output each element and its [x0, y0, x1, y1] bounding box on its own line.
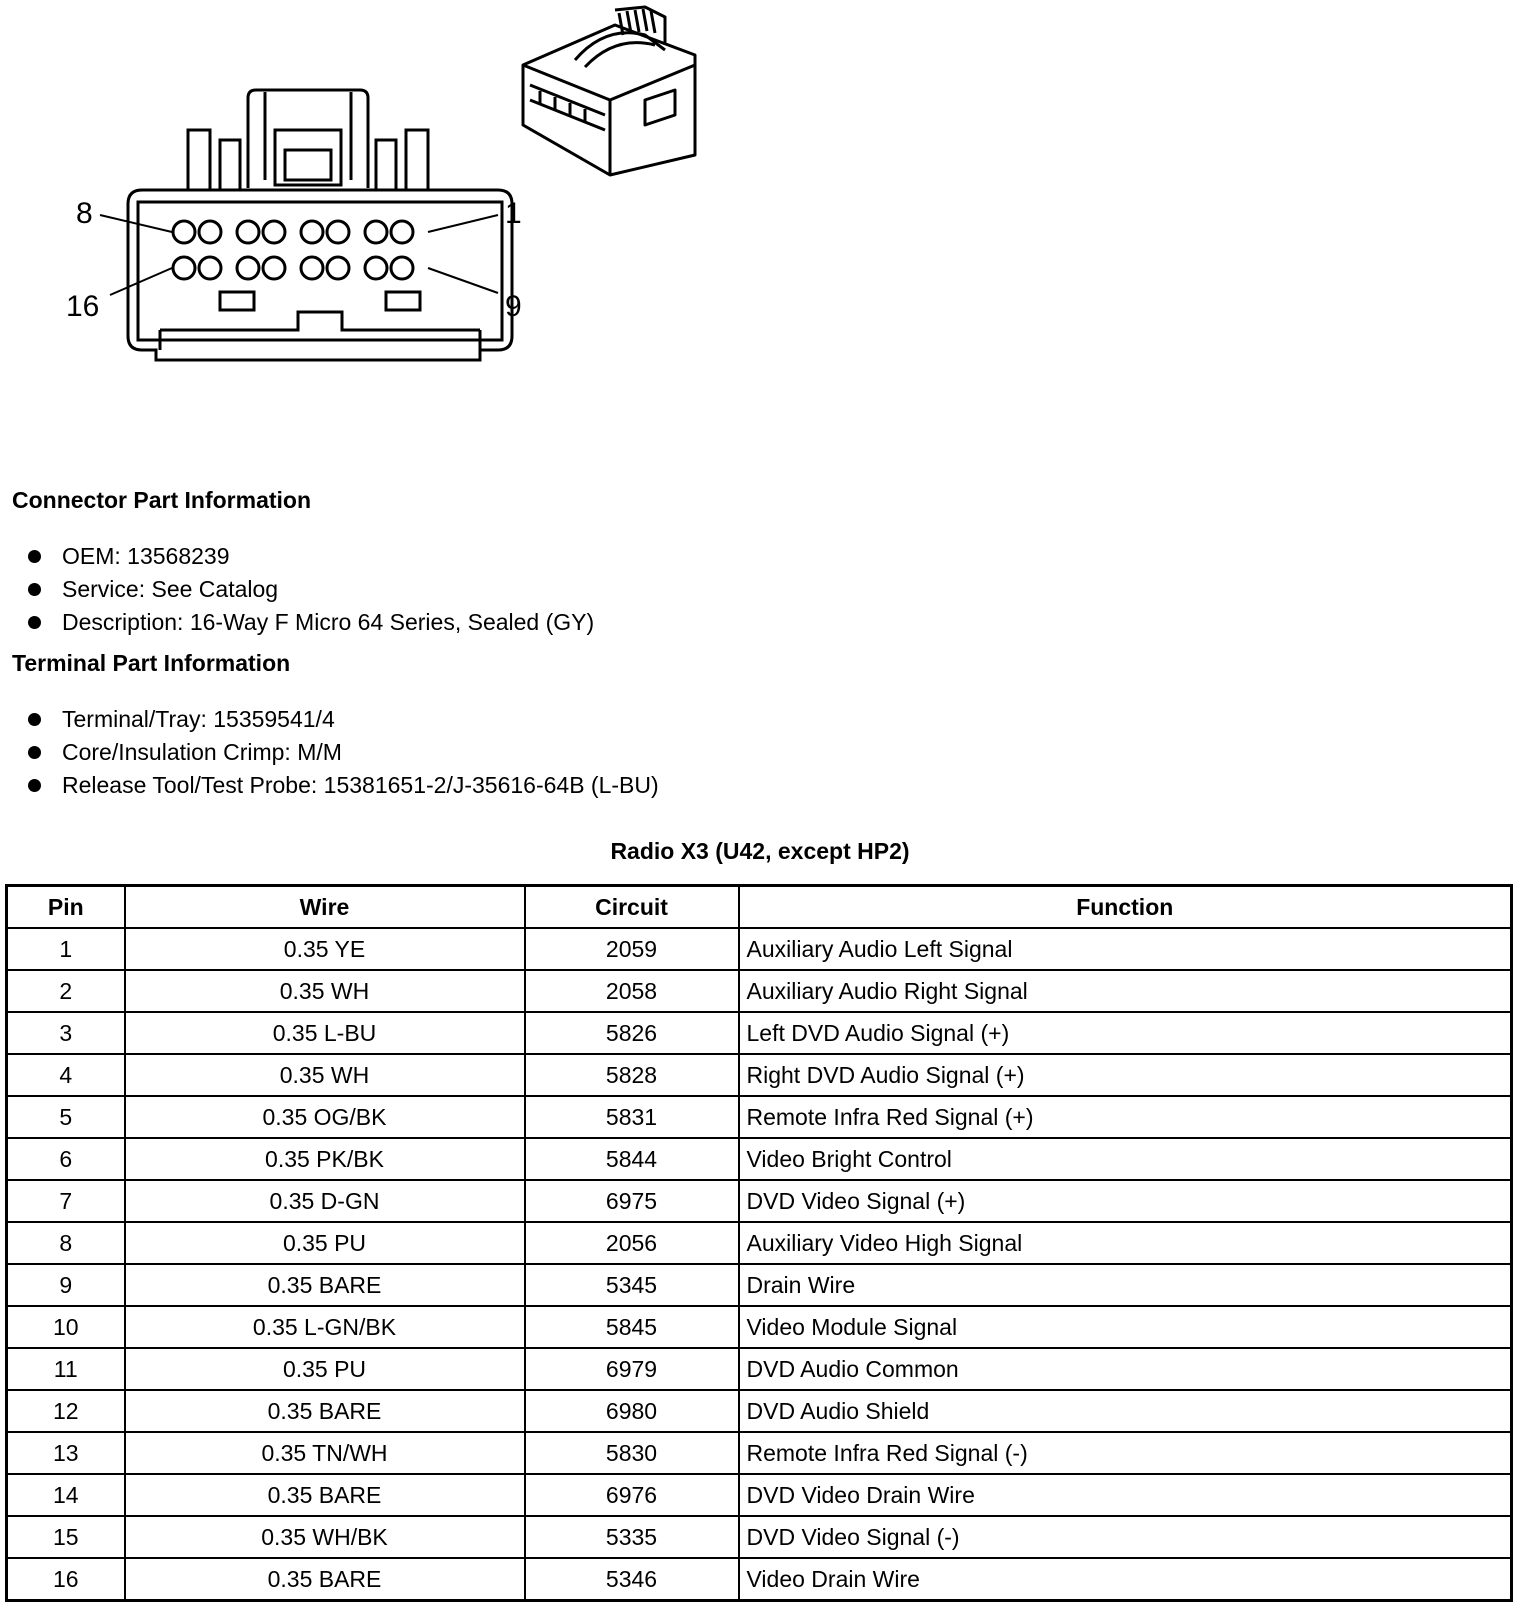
function-cell: DVD Video Signal (-): [739, 1516, 1512, 1558]
list-item: Release Tool/Test Probe: 15381651-2/J-35616-64B (L-BU): [28, 769, 659, 802]
table-row: [7, 1222, 1512, 1264]
table-row: [7, 1432, 1512, 1474]
wire-cell: 0.35 PU: [125, 1222, 525, 1264]
circuit-cell: 5828: [525, 1054, 739, 1096]
wire-cell: 0.35 BARE: [125, 1474, 525, 1516]
terminal-cavity: [327, 221, 349, 243]
table-row: [7, 1264, 1512, 1306]
function-cell: DVD Audio Common: [739, 1348, 1512, 1390]
terminal-part-list: [28, 703, 659, 802]
table-row: [7, 1138, 1512, 1180]
terminal-part-heading: Terminal Part Information: [12, 650, 291, 676]
connector-face-diagram: [60, 80, 580, 380]
function-cell: Remote Infra Red Signal (+): [739, 1096, 1512, 1138]
wire-cell: 0.35 TN/WH: [125, 1432, 525, 1474]
pin-cell: 2: [7, 970, 125, 1012]
wire-cell: 0.35 WH: [125, 970, 525, 1012]
table-title: Radio X3 (U42, except HP2): [610, 838, 910, 864]
function-cell: Auxiliary Audio Left Signal: [739, 928, 1512, 970]
terminal-cavity: [263, 257, 285, 279]
pin-cell: 16: [7, 1558, 125, 1601]
wire-cell: 0.35 BARE: [125, 1390, 525, 1432]
pin-callout-8: 8: [76, 197, 93, 230]
pin-cell: 7: [7, 1180, 125, 1222]
table-row: [7, 970, 1512, 1012]
wire-cell: 0.35 OG/BK: [125, 1096, 525, 1138]
pin-cell: 15: [7, 1516, 125, 1558]
table-header-row: [7, 886, 1512, 929]
terminal-cavity: [301, 257, 323, 279]
terminal-cavity: [199, 221, 221, 243]
function-cell: Drain Wire: [739, 1264, 1512, 1306]
pin-cell: 9: [7, 1264, 125, 1306]
pin-cell: 13: [7, 1432, 125, 1474]
circuit-cell: 5831: [525, 1096, 739, 1138]
table-row: [7, 1306, 1512, 1348]
circuit-cell: 5335: [525, 1516, 739, 1558]
function-cell: Remote Infra Red Signal (-): [739, 1432, 1512, 1474]
list-item: Description: 16-Way F Micro 64 Series, Sealed (GY): [28, 606, 594, 639]
table-row: [7, 1096, 1512, 1138]
terminal-cavity: [365, 221, 387, 243]
terminal-cavity: [173, 257, 195, 279]
wire-cell: 0.35 PK/BK: [125, 1138, 525, 1180]
circuit-cell: 6975: [525, 1180, 739, 1222]
terminal-cavity: [237, 221, 259, 243]
pin-cell: 6: [7, 1138, 125, 1180]
function-cell: Video Bright Control: [739, 1138, 1512, 1180]
pin-callout-9: 9: [505, 290, 522, 323]
circuit-cell: 5844: [525, 1138, 739, 1180]
circuit-cell: 6979: [525, 1348, 739, 1390]
pin-callout-1: 1: [505, 197, 522, 230]
column-header-circuit: Circuit: [525, 886, 739, 929]
pin-cell: 10: [7, 1306, 125, 1348]
pin-cell: 8: [7, 1222, 125, 1264]
pin-cell: 14: [7, 1474, 125, 1516]
pin-cell: 3: [7, 1012, 125, 1054]
function-cell: Auxiliary Video High Signal: [739, 1222, 1512, 1264]
terminal-cavity: [263, 221, 285, 243]
wire-cell: 0.35 BARE: [125, 1558, 525, 1601]
wire-cell: 0.35 PU: [125, 1348, 525, 1390]
pin-cell: 4: [7, 1054, 125, 1096]
circuit-cell: 2058: [525, 970, 739, 1012]
wire-cell: 0.35 D-GN: [125, 1180, 525, 1222]
terminal-cavity: [237, 257, 259, 279]
pin-cell: 1: [7, 928, 125, 970]
function-cell: Video Drain Wire: [739, 1558, 1512, 1601]
wire-cell: 0.35 BARE: [125, 1264, 525, 1306]
table-row: [7, 1516, 1512, 1558]
terminal-cavity: [327, 257, 349, 279]
table-row: [7, 1348, 1512, 1390]
terminal-cavity: [365, 257, 387, 279]
circuit-cell: 5845: [525, 1306, 739, 1348]
terminal-cavity: [391, 221, 413, 243]
table-row: [7, 928, 1512, 970]
wire-cell: 0.35 L-BU: [125, 1012, 525, 1054]
circuit-cell: 5830: [525, 1432, 739, 1474]
terminal-cavity: [199, 257, 221, 279]
pin-cell: 12: [7, 1390, 125, 1432]
pinout-table: [5, 884, 1513, 1602]
table-row: [7, 1180, 1512, 1222]
connector-isometric-illustration: [515, 5, 735, 180]
table-row: [7, 1390, 1512, 1432]
column-header-function: Function: [739, 886, 1512, 929]
column-header-wire: Wire: [125, 886, 525, 929]
function-cell: DVD Video Signal (+): [739, 1180, 1512, 1222]
circuit-cell: 6980: [525, 1390, 739, 1432]
list-item: Service: See Catalog: [28, 573, 594, 606]
function-cell: DVD Video Drain Wire: [739, 1474, 1512, 1516]
list-item: Terminal/Tray: 15359541/4: [28, 703, 659, 736]
pin-callout-16: 16: [66, 290, 100, 323]
circuit-cell: 5826: [525, 1012, 739, 1054]
function-cell: Auxiliary Audio Right Signal: [739, 970, 1512, 1012]
table-row: [7, 1474, 1512, 1516]
table-row: [7, 1054, 1512, 1096]
function-cell: DVD Audio Shield: [739, 1390, 1512, 1432]
function-cell: Left DVD Audio Signal (+): [739, 1012, 1512, 1054]
connector-part-heading: Connector Part Information: [12, 487, 312, 513]
list-item: Core/Insulation Crimp: M/M: [28, 736, 659, 769]
wire-cell: 0.35 WH/BK: [125, 1516, 525, 1558]
circuit-cell: 5346: [525, 1558, 739, 1601]
circuit-cell: 2059: [525, 928, 739, 970]
circuit-cell: 6976: [525, 1474, 739, 1516]
function-cell: Video Module Signal: [739, 1306, 1512, 1348]
table-row: [7, 1012, 1512, 1054]
pin-cell: 11: [7, 1348, 125, 1390]
circuit-cell: 5345: [525, 1264, 739, 1306]
terminal-cavity: [173, 221, 195, 243]
list-item: OEM: 13568239: [28, 540, 594, 573]
wire-cell: 0.35 YE: [125, 928, 525, 970]
circuit-cell: 2056: [525, 1222, 739, 1264]
wire-cell: 0.35 WH: [125, 1054, 525, 1096]
table-row: [7, 1558, 1512, 1601]
wire-cell: 0.35 L-GN/BK: [125, 1306, 525, 1348]
function-cell: Right DVD Audio Signal (+): [739, 1054, 1512, 1096]
connector-part-list: [28, 540, 594, 639]
column-header-pin: Pin: [7, 886, 125, 929]
terminal-cavity: [301, 221, 323, 243]
terminal-cavity: [391, 257, 413, 279]
pin-cell: 5: [7, 1096, 125, 1138]
